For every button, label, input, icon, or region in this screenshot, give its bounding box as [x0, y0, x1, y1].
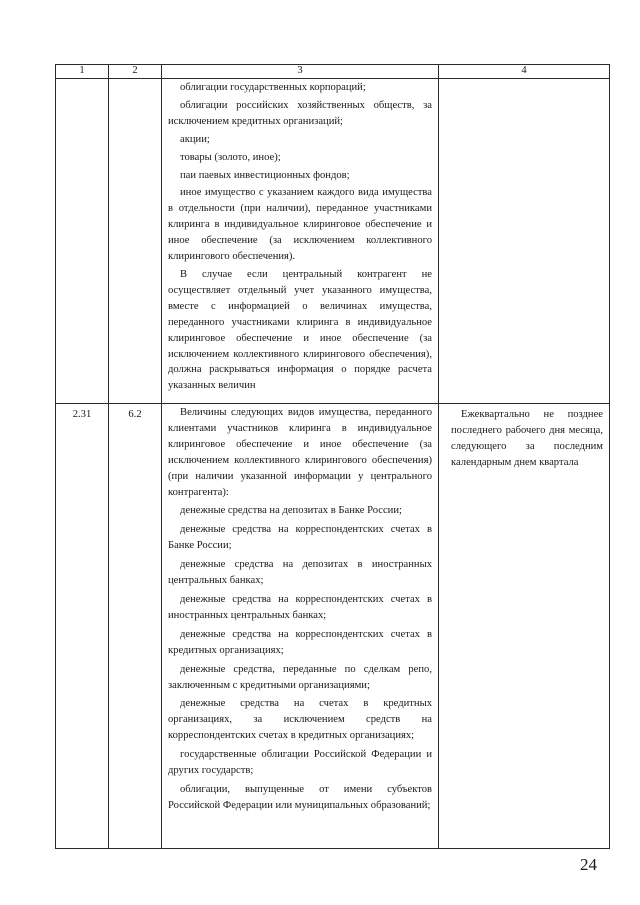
- list-item: В случае если центральный контрагент не осуществляет отдельный учет указанного имущества, вместе с информацией о величинах имущества, переданного участниками клиринга в индивидуальное клиринговое обеспечение и иное обеспечение (за исключением коллективного клирингового обеспечения), должна раскрываться информация о порядке расчета указанных величин: [168, 268, 432, 392]
- list-item: денежные средства на депозитах в Банке России;: [180, 505, 402, 517]
- section-number-cell: 6.2: [109, 404, 162, 849]
- table-header-row: [56, 65, 610, 79]
- list-item: паи паевых инвестиционных фондов;: [180, 169, 350, 181]
- section-number-cell: [109, 79, 162, 404]
- list-item: товары (золото, иное);: [180, 151, 281, 163]
- list-item: денежные средства на корреспондентских счетах в кредитных организациях;: [168, 628, 432, 656]
- header-col-1: 1: [56, 65, 109, 79]
- list-item: государственные облигации Российской Федерации и других государств;: [168, 749, 432, 777]
- disclosure-table: [55, 64, 610, 849]
- list-item: Величины следующих видов имущества, переданного клиентами участников клиринга в индивидуальное клиринговое обеспечение и иное обеспечение (за исключением коллективного клирингового обеспечения) (при наличии указанной информации у центрального контрагента):: [168, 407, 432, 498]
- list-item: денежные средства на корреспондентских счетах в Банке России;: [168, 524, 432, 552]
- table-row: [56, 404, 610, 849]
- table-row: [56, 79, 610, 404]
- row-number-cell: 2.31: [56, 404, 109, 849]
- list-item: облигации российских хозяйственных обществ, за исключением кредитных организаций;: [168, 99, 432, 127]
- list-item: акции;: [180, 133, 210, 145]
- list-item: иное имущество с указанием каждого вида имущества в отдельности (при наличии), переданное участниками клиринга в индивидуальное клиринговое обеспечение и иное обеспечение (за исключением коллективного клирингового обеспечения).: [168, 187, 432, 263]
- description-cell: [162, 404, 439, 849]
- list-item: облигации государственных корпораций;: [180, 82, 366, 93]
- list-item: денежные средства на счетах в кредитных организациях, за исключением средств на корреспондентских счетах в кредитных организациях;: [168, 698, 432, 742]
- period-cell: [439, 404, 610, 849]
- header-col-4: 4: [439, 65, 610, 79]
- list-item: денежные средства, переданные по сделкам репо, заключенным с кредитными организациями;: [168, 663, 432, 691]
- header-col-3: 3: [162, 65, 439, 79]
- list-item: облигации, выпущенные от имени субъектов Российской Федерации или муниципальных образований;: [168, 783, 432, 811]
- disclosure-period-text: Ежеквартально не позднее последнего рабочего дня месяца, следующего за последним календарным днем квартала: [451, 409, 603, 468]
- row-number-cell: [56, 79, 109, 404]
- list-item: денежные средства на корреспондентских счетах в иностранных центральных банках;: [168, 593, 432, 621]
- list-item: денежные средства на депозитах в иностранных центральных банках;: [168, 559, 432, 587]
- period-cell: [439, 79, 610, 404]
- description-cell: [162, 79, 439, 404]
- page-number: 24: [580, 855, 597, 874]
- header-col-2: 2: [109, 65, 162, 79]
